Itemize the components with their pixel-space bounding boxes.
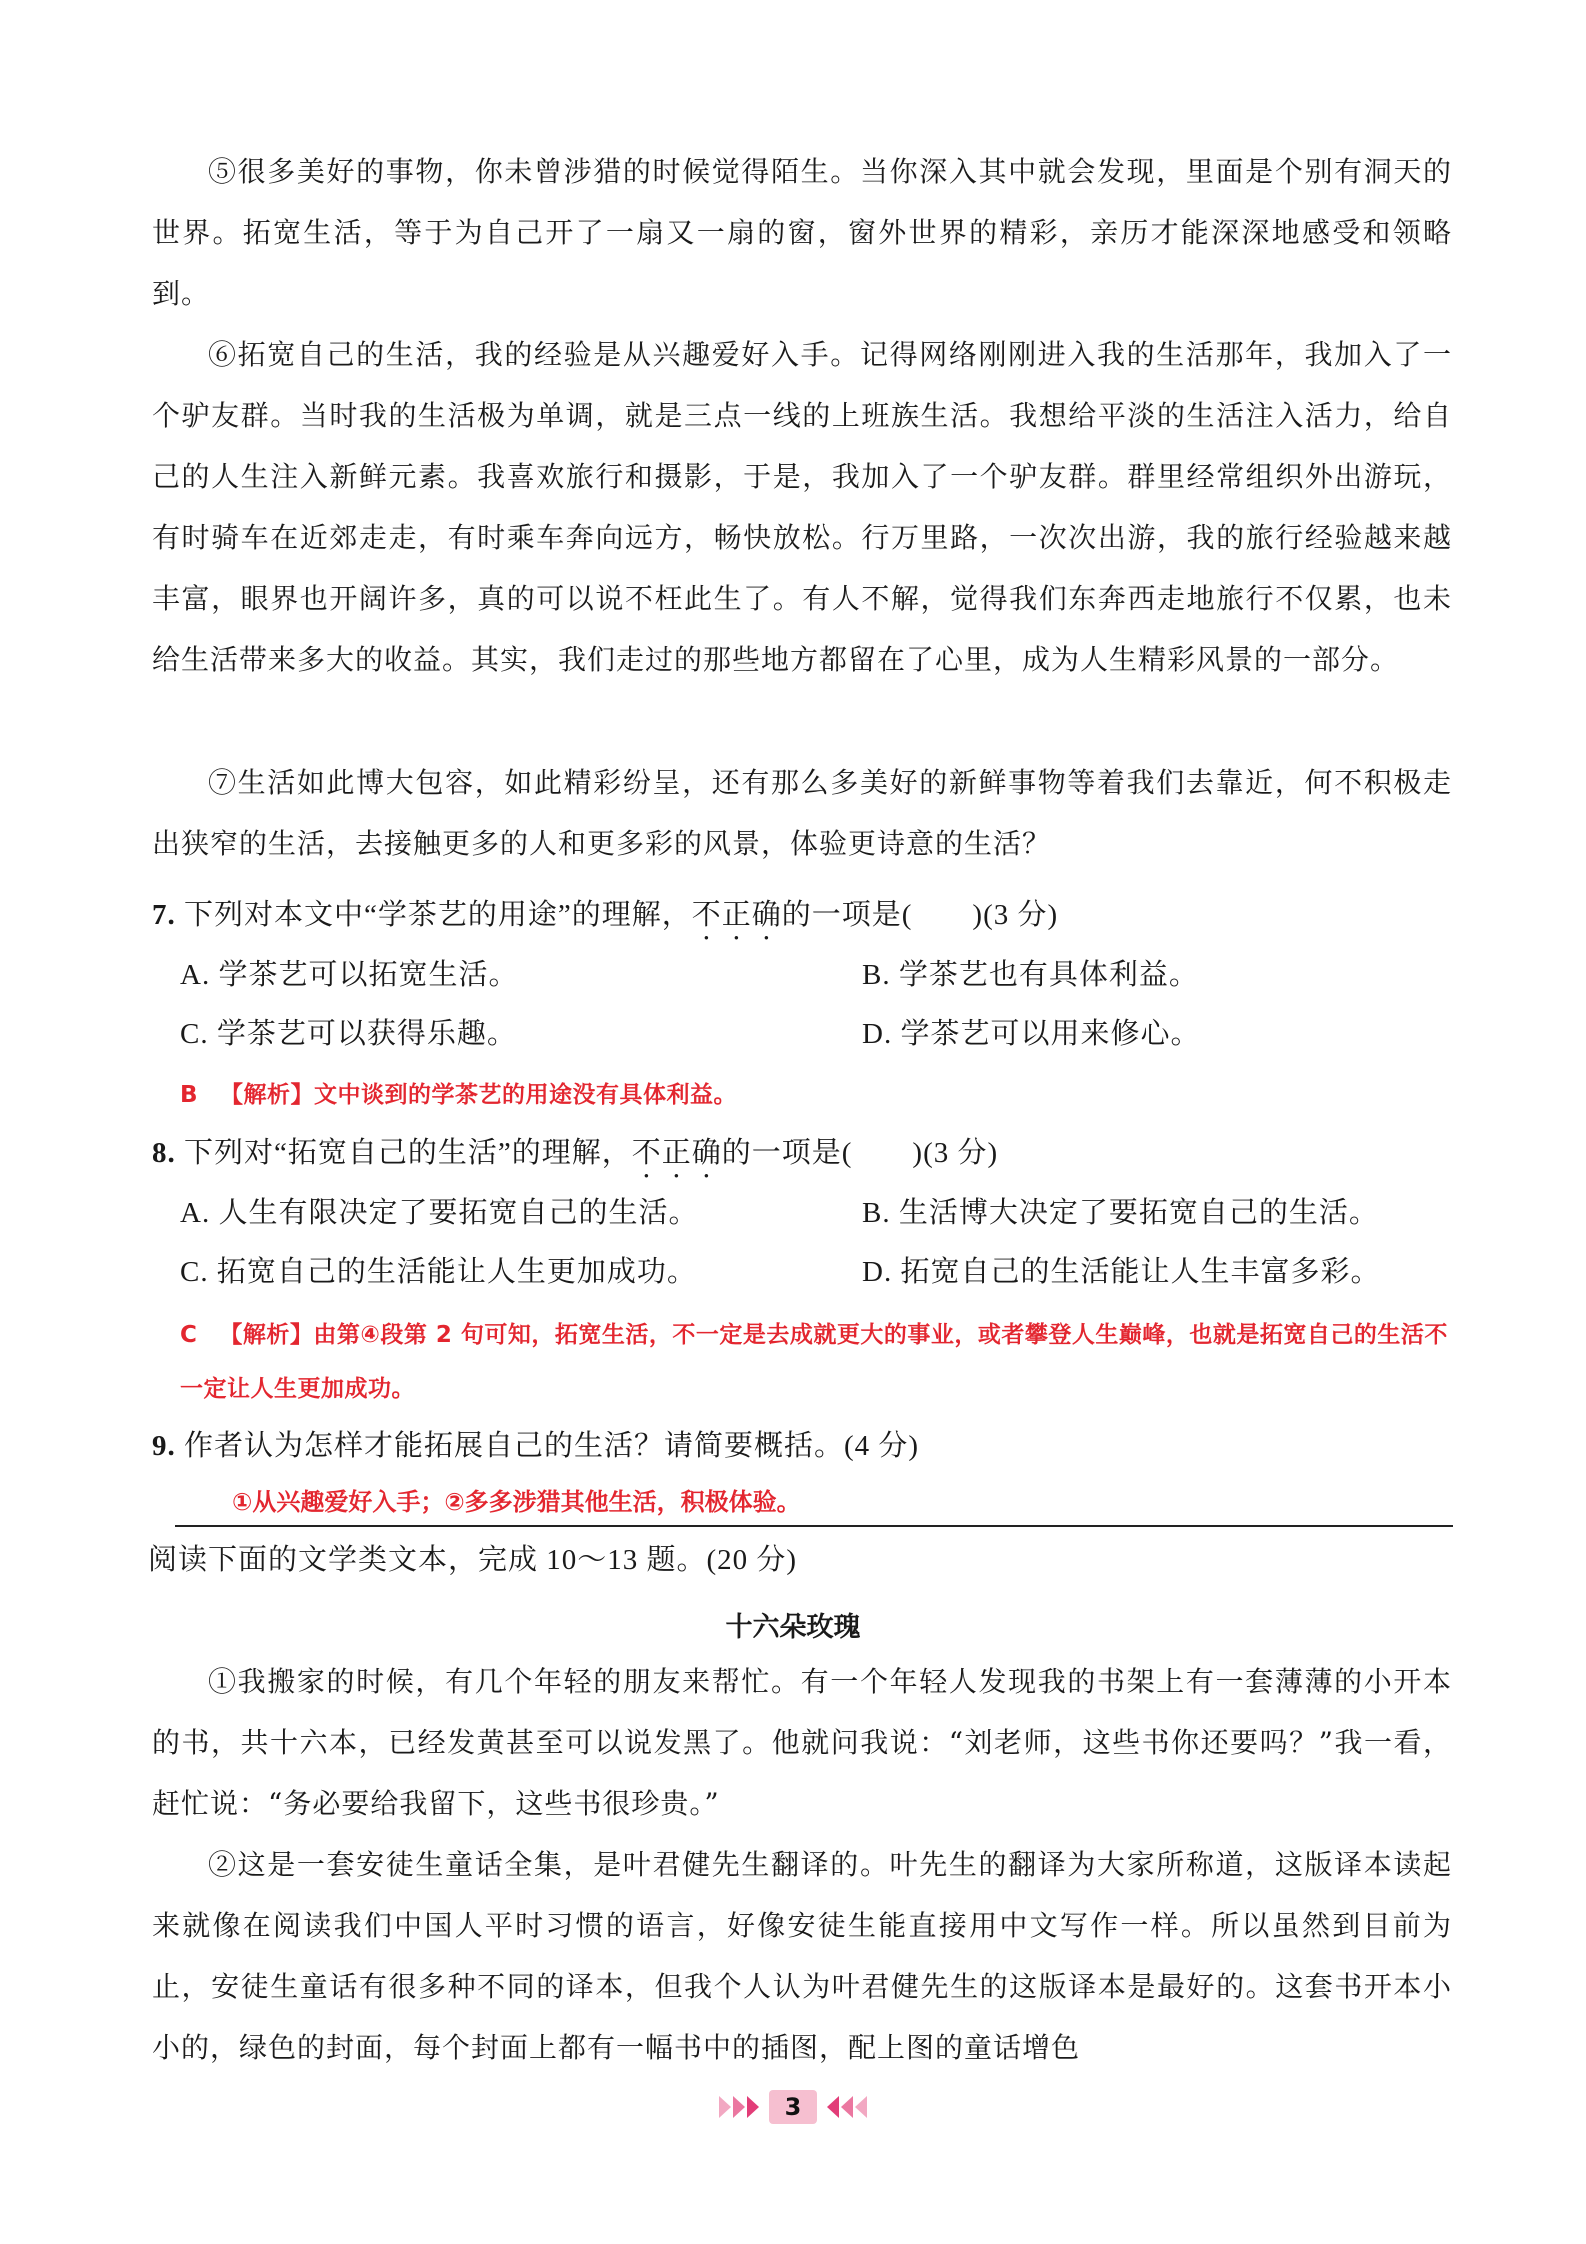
chevrons-right-icon xyxy=(719,2096,761,2118)
question-number: 8. xyxy=(152,1137,176,1169)
question-text-before: 下列对本文中“学茶艺的用途”的理解， xyxy=(184,899,692,931)
option-b[interactable]: B. 学茶艺也有具体利益。 xyxy=(862,959,1199,991)
chevrons-left-icon xyxy=(825,2096,867,2118)
paragraph-5: ⑤很多美好的事物，你未曾涉猎的时候觉得陌生。当你深入其中就会发现，里面是个别有洞天的世界。拓宽生活，等于为自己开了一扇又一扇的窗，窗外世界的精彩，亲历才能深深地感受和领略到。 xyxy=(152,155,1452,310)
question-7 xyxy=(152,895,1452,947)
answer-line[interactable] xyxy=(175,1525,1453,1527)
question-number: 9. xyxy=(152,1430,176,1462)
paragraph-7: ⑦生活如此博大包容，如此精彩纷呈，还有那么多美好的新鲜事物等着我们去靠近，何不积极走出狭窄的生活，去接触更多的人和更多彩的风景，体验更诗意的生活？ xyxy=(152,766,1452,860)
answer-text: 【解析】由第④段第 2 句可知，拓宽生活，不一定是去成就更大的事业，或者攀登人生巅峰，也就是拓宽自己的生活不一定让人生更加成功。 xyxy=(180,1322,1448,1402)
page-footer xyxy=(0,2090,1586,2124)
option-c[interactable]: C. 学茶艺可以获得乐趣。 xyxy=(180,1018,517,1050)
answer-letter: C xyxy=(180,1322,198,1348)
emphasis-text: 不正确 xyxy=(691,899,782,931)
option-d[interactable]: D. 学茶艺可以用来修心。 xyxy=(862,1018,1201,1050)
question-9 xyxy=(152,1426,1452,1466)
story-paragraph-2: ②这是一套安徒生童话全集，是叶君健先生翻译的。叶先生的翻译为大家所称道，这版译本读起来就像在阅读我们中国人平时习惯的语言，好像安徒生能直接用中文写作一样。所以虽然到目前为止，安徒生童话有很多种不同的译本，但我个人认为叶君健先生的这版译本是最好的。这套书开本小小的，绿色的封面，每个封面上都有一幅书中的插图，配上图的童话增色 xyxy=(152,1848,1452,2064)
option-c[interactable]: C. 拓宽自己的生活能让人生更加成功。 xyxy=(180,1256,697,1288)
question-text: 作者认为怎样才能拓展自己的生活？请简要概括。(4 分) xyxy=(184,1430,920,1462)
fill-in-answer: ①从兴趣爱好入手；②多多涉猎其他生活，积极体验。 xyxy=(232,1488,801,1516)
answer-letter: B xyxy=(180,1082,199,1108)
story-title: 十六朵玫瑰 xyxy=(725,1612,861,1643)
question-text-before: 下列对“拓宽自己的生活”的理解， xyxy=(184,1137,632,1169)
paragraph-6: ⑥拓宽自己的生活，我的经验是从兴趣爱好入手。记得网络刚刚进入我的生活那年，我加入了一个驴友群。当时我的生活极为单调，就是三点一线的上班族生活。我想给平淡的生活注入活力，给自己的人生注入新鲜元素。我喜欢旅行和摄影，于是，我加入了一个驴友群。群里经常组织外出游玩，有时骑车在近郊走走，有时乘车奔向远方，畅快放松。行万里路，一次次出游，我的旅行经验越来越丰富，眼界也开阔许多，真的可以说不枉此生了。有人不解，觉得我们东奔西走地旅行不仅累，也未给生活带来多大的收益。其实，我们走过的那些地方都留在了心里，成为人生精彩风景的一部分。 xyxy=(152,338,1452,676)
option-b[interactable]: B. 生活博大决定了要拓宽自己的生活。 xyxy=(862,1197,1379,1229)
question-number: 7. xyxy=(152,899,176,931)
option-a[interactable]: A. 人生有限决定了要拓宽自己的生活。 xyxy=(180,1197,699,1229)
question-text-after: 的一项是( )(3 分) xyxy=(781,899,1059,931)
question-text-after: 的一项是( )(3 分) xyxy=(721,1137,999,1169)
option-a[interactable]: A. 学茶艺可以拓宽生活。 xyxy=(180,959,519,991)
story-paragraph-1: ①我搬家的时候，有几个年轻的朋友来帮忙。有一个年轻人发现我的书架上有一套薄薄的小开本的书，共十六本，已经发黄甚至可以说发黑了。他就问我说：“刘老师，这些书你还要吗？”我一看，赶忙说：“务必要给我留下，这些书很珍贵。” xyxy=(152,1665,1452,1820)
emphasis-text: 不正确 xyxy=(631,1137,722,1169)
question-8 xyxy=(152,1133,1452,1185)
section-intro: 阅读下面的文学类文本，完成 10～13 题。(20 分) xyxy=(148,1544,798,1576)
answer-explanation xyxy=(180,1308,1450,1416)
answer-text: 【解析】文中谈到的学茶艺的用途没有具体利益。 xyxy=(220,1082,738,1108)
option-d[interactable]: D. 拓宽自己的生活能让人生丰富多彩。 xyxy=(862,1256,1381,1288)
page-number: 3 xyxy=(769,2090,817,2124)
answer-explanation xyxy=(180,1068,1450,1122)
